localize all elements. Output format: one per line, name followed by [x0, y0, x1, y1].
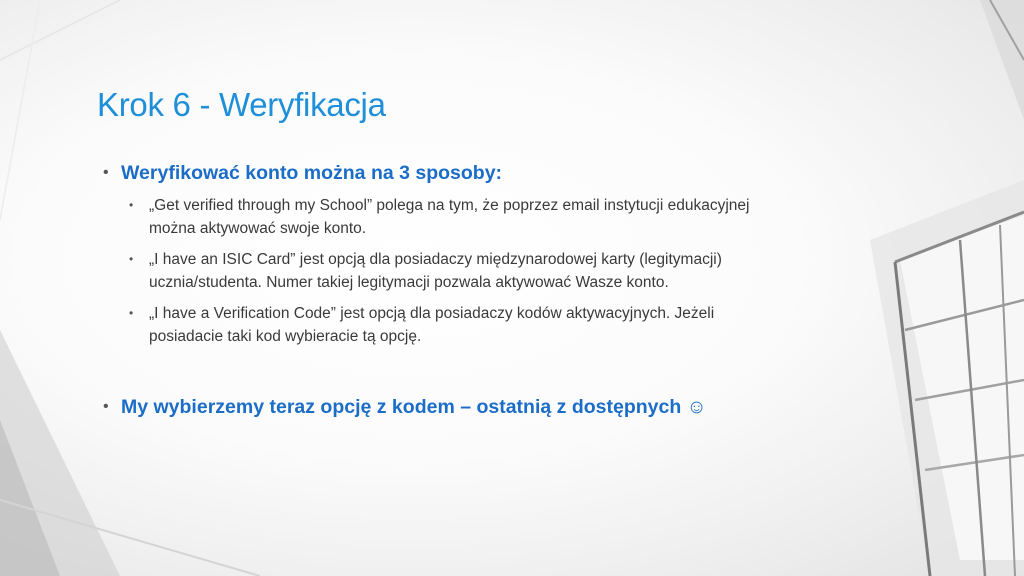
- sub-bullet-dot: •: [129, 306, 134, 320]
- bullet-heading-text: Weryfikować konto można na 3 sposoby:: [121, 162, 503, 184]
- sub-bullet-text: „I have an ISIC Card” jest opcją dla posiadaczy międzynarodowej karty (legitymacji) ucznia/studenta. Numer takiej legitymacji pozwala aktywować Wasze konto.: [149, 251, 722, 291]
- sub-bullet-dot: •: [129, 252, 134, 266]
- slide-content: [103, 160, 823, 420]
- sub-bullet-list: [103, 194, 823, 348]
- sub-bullet-dot: •: [129, 198, 134, 212]
- bullet-dot: •: [103, 398, 109, 415]
- slide-title: Krok 6 - Weryfikacja: [97, 86, 386, 123]
- sub-bullet-text: „Get verified through my School” polega na tym, że poprzez email instytucji edukacyjnej można aktywować swoje konto.: [149, 197, 750, 237]
- sub-bullet-isic: [123, 248, 789, 294]
- sub-bullet-school: [123, 194, 789, 240]
- bullet-verification-methods: [103, 160, 823, 186]
- sub-bullet-verification-code: [123, 302, 789, 348]
- sub-bullet-text: „I have a Verification Code” jest opcją dla posiadaczy kodów aktywacyjnych. Jeżeli posiadacie taki kod wybieracie tą opcję.: [149, 305, 715, 345]
- bullet-chosen-option: [103, 394, 823, 420]
- bullet-heading-text: My wybierzemy teraz opcję z kodem – ostatnią z dostępnych: [121, 396, 682, 418]
- bullet-dot: •: [103, 164, 109, 181]
- smiley-icon: ☺: [686, 396, 707, 418]
